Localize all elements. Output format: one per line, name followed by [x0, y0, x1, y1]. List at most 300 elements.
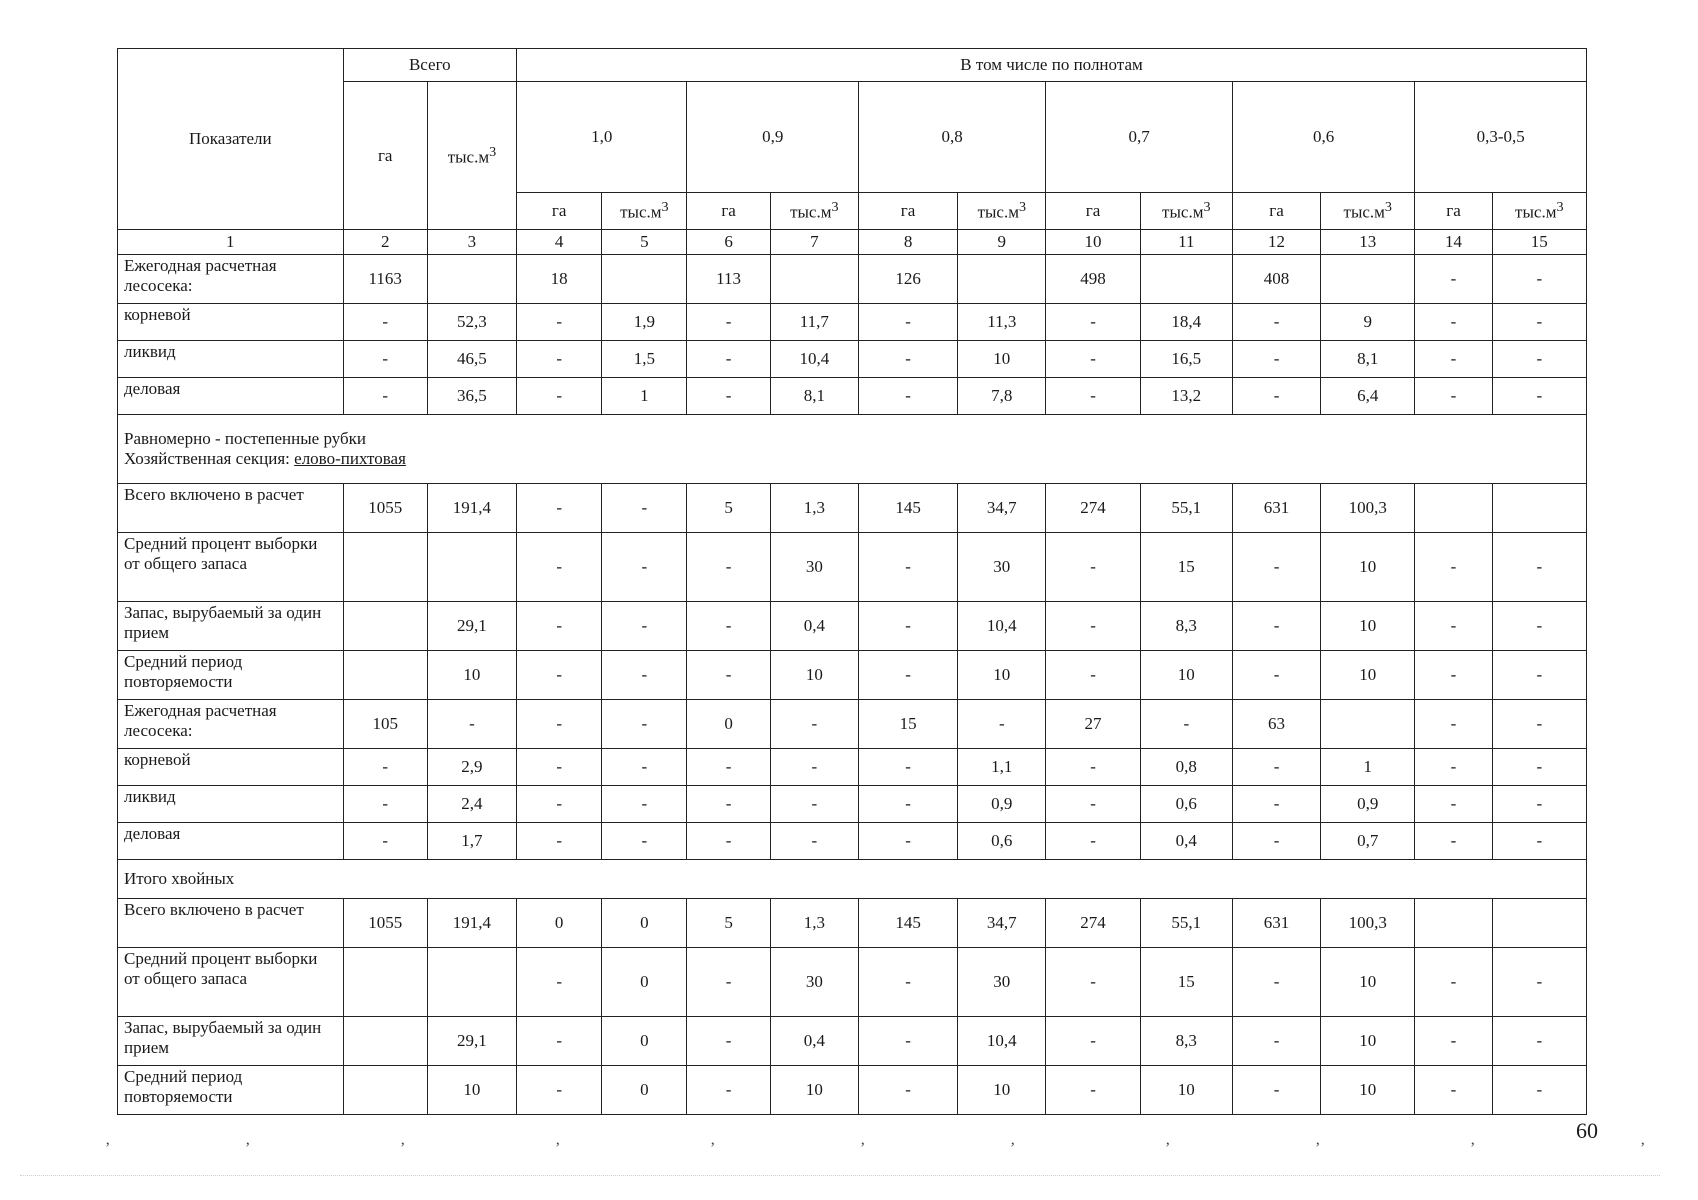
table-cell: - [1415, 341, 1492, 378]
table-cell: 1,5 [602, 341, 687, 378]
table-cell [1492, 899, 1586, 948]
unit-vol-sup: 3 [1203, 199, 1211, 216]
table-cell: 0,4 [770, 1017, 858, 1066]
table-cell: - [517, 1017, 602, 1066]
table-cell: - [517, 378, 602, 415]
table-cell: - [687, 823, 770, 860]
table-cell: - [858, 948, 957, 1017]
table-cell: - [602, 823, 687, 860]
density-header: 0,9 [687, 82, 858, 193]
table-cell: - [858, 749, 957, 786]
header-row-1 [118, 49, 1587, 82]
table-body [118, 49, 1587, 1115]
table-cell: - [343, 304, 427, 341]
table-cell: 1163 [343, 255, 427, 304]
table-cell: 9 [1321, 304, 1415, 341]
table-cell: 10 [958, 651, 1046, 700]
table-cell: - [1492, 341, 1586, 378]
section-cutting-type [118, 415, 1587, 484]
unit-vol-sup: 3 [1384, 199, 1392, 216]
unit-ha-header: га [1046, 193, 1140, 230]
table-cell: - [858, 378, 957, 415]
table-row [118, 304, 1587, 341]
column-number: 6 [687, 230, 770, 255]
table-cell: 105 [343, 700, 427, 749]
table-cell: - [1232, 786, 1320, 823]
table-cell: - [602, 602, 687, 651]
table-cell: - [1492, 749, 1586, 786]
table-row [118, 700, 1587, 749]
table-cell: - [858, 651, 957, 700]
table-cell: - [1492, 700, 1586, 749]
table-cell: 1055 [343, 899, 427, 948]
table-cell: 8,3 [1140, 1017, 1232, 1066]
table-cell: 11,7 [770, 304, 858, 341]
unit-vol-text: тыс.м [1162, 203, 1204, 223]
row-label: корневой [118, 304, 344, 341]
density-header: 0,3-0,5 [1415, 82, 1587, 193]
table-cell: - [343, 823, 427, 860]
table-cell [1321, 700, 1415, 749]
table-cell: 0 [602, 899, 687, 948]
table-cell: - [1415, 1017, 1492, 1066]
density-header: 1,0 [517, 82, 687, 193]
table-cell: 1,3 [770, 899, 858, 948]
table-cell: 0 [687, 700, 770, 749]
row-label: Запас, вырубаемый за один прием [118, 602, 344, 651]
unit-vol-header [958, 193, 1046, 230]
table-cell: 1,1 [958, 749, 1046, 786]
table-cell: - [687, 749, 770, 786]
by-density-header: В том числе по полнотам [517, 49, 1587, 82]
table-cell: - [1232, 533, 1320, 602]
table-cell: - [602, 484, 687, 533]
table-cell [343, 602, 427, 651]
table-cell: - [602, 749, 687, 786]
column-number: 15 [1492, 230, 1586, 255]
table-cell: - [687, 533, 770, 602]
row-label: Запас, вырубаемый за один прием [118, 1017, 344, 1066]
table-cell: - [1492, 378, 1586, 415]
table-cell: - [687, 1066, 770, 1115]
table-cell: 0 [602, 1066, 687, 1115]
table-cell: 46,5 [427, 341, 516, 378]
column-number-row [118, 230, 1587, 255]
table-cell: - [1415, 378, 1492, 415]
column-number: 14 [1415, 230, 1492, 255]
table-cell: 126 [858, 255, 957, 304]
row-label: ликвид [118, 341, 344, 378]
unit-ha-header: га [858, 193, 957, 230]
table-cell: - [687, 602, 770, 651]
table-cell: - [687, 651, 770, 700]
table-cell: 10 [1321, 1066, 1415, 1115]
table-cell: - [770, 786, 858, 823]
table-cell: - [1492, 948, 1586, 1017]
table-cell [958, 255, 1046, 304]
table-row [118, 378, 1587, 415]
table-cell: 0 [602, 948, 687, 1017]
table-cell [427, 948, 516, 1017]
table-cell: - [1232, 602, 1320, 651]
table-cell: 0 [517, 899, 602, 948]
table-cell: 8,1 [770, 378, 858, 415]
table-cell: 34,7 [958, 484, 1046, 533]
column-number: 11 [1140, 230, 1232, 255]
section-row [118, 415, 1587, 484]
table-cell: 10 [1321, 1017, 1415, 1066]
column-number: 13 [1321, 230, 1415, 255]
unit-vol-sup: 3 [831, 199, 839, 216]
indicators-header: Показатели [118, 49, 344, 230]
table-cell: 0,6 [1140, 786, 1232, 823]
table-cell: 1 [1321, 749, 1415, 786]
table-cell: 0,9 [1321, 786, 1415, 823]
table-cell: 274 [1046, 484, 1140, 533]
table-cell: 408 [1232, 255, 1320, 304]
table-row [118, 786, 1587, 823]
table-cell: - [517, 786, 602, 823]
table-cell: 0,9 [958, 786, 1046, 823]
table-cell: - [1492, 823, 1586, 860]
row-label: Ежегодная расчетная лесосека: [118, 700, 344, 749]
table-cell: - [1232, 749, 1320, 786]
total-vol-header [427, 82, 516, 230]
unit-ha-header: га [517, 193, 602, 230]
table-cell: - [1492, 602, 1586, 651]
table-row [118, 948, 1587, 1017]
table-cell: 6,4 [1321, 378, 1415, 415]
row-label: корневой [118, 749, 344, 786]
unit-vol-header [1321, 193, 1415, 230]
table-cell: 15 [1140, 533, 1232, 602]
column-number: 3 [427, 230, 516, 255]
column-number: 2 [343, 230, 427, 255]
density-header: 0,7 [1046, 82, 1232, 193]
table-cell: - [1046, 602, 1140, 651]
table-cell: - [517, 749, 602, 786]
table-cell: - [1492, 1017, 1586, 1066]
table-cell: 145 [858, 484, 957, 533]
table-cell: - [1232, 823, 1320, 860]
table-cell: 10 [1321, 948, 1415, 1017]
table-cell: 16,5 [1140, 341, 1232, 378]
table-cell: 191,4 [427, 899, 516, 948]
table-cell: - [343, 749, 427, 786]
table-cell [343, 1017, 427, 1066]
table-cell: - [1140, 700, 1232, 749]
table-cell: - [1046, 341, 1140, 378]
page-number: 60 [1576, 1118, 1598, 1143]
table-cell: - [343, 786, 427, 823]
unit-vol-text: тыс.м [977, 203, 1019, 223]
table-cell [1492, 484, 1586, 533]
table-cell: 191,4 [427, 484, 516, 533]
table-row [118, 823, 1587, 860]
table-cell [427, 533, 516, 602]
table-cell: 30 [770, 533, 858, 602]
table-cell: 63 [1232, 700, 1320, 749]
column-number: 1 [118, 230, 344, 255]
unit-ha-header: га [1232, 193, 1320, 230]
table-row [118, 484, 1587, 533]
table-cell: - [687, 378, 770, 415]
table-cell: - [1492, 1066, 1586, 1115]
table-cell: - [1046, 378, 1140, 415]
table-cell [343, 651, 427, 700]
table-cell: 10 [958, 1066, 1046, 1115]
table-cell: - [517, 341, 602, 378]
column-number: 4 [517, 230, 602, 255]
row-label: Средний период повторяемости [118, 1066, 344, 1115]
table-row [118, 1066, 1587, 1115]
row-label: Всего включено в расчет [118, 484, 344, 533]
table-cell: - [602, 651, 687, 700]
table-cell: - [1046, 1066, 1140, 1115]
table-cell: - [1415, 749, 1492, 786]
table-cell: 631 [1232, 899, 1320, 948]
table-cell: - [687, 1017, 770, 1066]
table-cell: 0,6 [958, 823, 1046, 860]
row-label: Всего включено в расчет [118, 899, 344, 948]
table-cell: 10 [1140, 651, 1232, 700]
table-cell: 10 [1321, 602, 1415, 651]
table-cell: 10 [1140, 1066, 1232, 1115]
table-cell: - [1232, 651, 1320, 700]
table-cell: 0,8 [1140, 749, 1232, 786]
table-cell: 36,5 [427, 378, 516, 415]
unit-vol-text: тыс.м [620, 203, 662, 223]
column-number: 5 [602, 230, 687, 255]
table-cell: 8,1 [1321, 341, 1415, 378]
table-cell: - [858, 602, 957, 651]
table-cell: 10 [1321, 533, 1415, 602]
table-cell: 100,3 [1321, 899, 1415, 948]
total-ha-header: га [343, 82, 427, 230]
table-cell: 10 [427, 1066, 516, 1115]
table-cell: 13,2 [1140, 378, 1232, 415]
table-cell: - [517, 304, 602, 341]
table-cell: 29,1 [427, 602, 516, 651]
table-row [118, 602, 1587, 651]
table-cell: - [1415, 533, 1492, 602]
table-cell: - [1046, 1017, 1140, 1066]
table-cell: 11,3 [958, 304, 1046, 341]
table-cell: - [1415, 304, 1492, 341]
table-cell: 2,4 [427, 786, 516, 823]
unit-vol-sup: 3 [1556, 199, 1564, 216]
table-cell: - [858, 533, 957, 602]
unit-vol-text: тыс.м [790, 203, 832, 223]
table-cell: - [517, 823, 602, 860]
table-row [118, 1017, 1587, 1066]
table-cell: 30 [770, 948, 858, 1017]
row-label: Средний период повторяемости [118, 651, 344, 700]
table-cell: 498 [1046, 255, 1140, 304]
table-cell: - [1492, 786, 1586, 823]
table-row [118, 533, 1587, 602]
table-cell: 10 [770, 1066, 858, 1115]
table-cell: - [427, 700, 516, 749]
table-cell: 1,7 [427, 823, 516, 860]
row-label: деловая [118, 823, 344, 860]
table-cell: - [1232, 378, 1320, 415]
table-cell: - [687, 948, 770, 1017]
table-cell: - [1492, 651, 1586, 700]
table-row [118, 341, 1587, 378]
row-label: деловая [118, 378, 344, 415]
table-cell [343, 1066, 427, 1115]
table-cell: 30 [958, 533, 1046, 602]
table-cell: - [1046, 786, 1140, 823]
table-cell: - [858, 341, 957, 378]
table-cell: - [687, 786, 770, 823]
table-row [118, 749, 1587, 786]
table-cell: 2,9 [427, 749, 516, 786]
table-cell: - [858, 1066, 957, 1115]
table-cell: - [1492, 304, 1586, 341]
table-cell: 10 [958, 341, 1046, 378]
table-cell: 8,3 [1140, 602, 1232, 651]
section-subtitle [124, 449, 1580, 469]
table-cell: - [517, 1066, 602, 1115]
table-cell: - [517, 484, 602, 533]
table-cell: - [770, 749, 858, 786]
density-header: 0,6 [1232, 82, 1414, 193]
table-cell: 10 [770, 651, 858, 700]
unit-ha-header: га [1415, 193, 1492, 230]
column-number: 8 [858, 230, 957, 255]
table-cell: - [1232, 1017, 1320, 1066]
table-cell: 1,9 [602, 304, 687, 341]
table-cell: 55,1 [1140, 484, 1232, 533]
table-cell: 18,4 [1140, 304, 1232, 341]
scan-artifacts: ’ ’ ’ ’ ’ ’ ’ ’ ’ ’ ’ [105, 1140, 1646, 1157]
table-cell [1415, 484, 1492, 533]
table-cell: 0,4 [1140, 823, 1232, 860]
table-cell [602, 255, 687, 304]
table-cell: 100,3 [1321, 484, 1415, 533]
table-cell: - [858, 1017, 957, 1066]
section-title: Равномерно - постепенные рубки [124, 429, 367, 449]
column-number: 12 [1232, 230, 1320, 255]
table-cell: - [517, 948, 602, 1017]
table-cell: - [517, 700, 602, 749]
table-cell [1415, 899, 1492, 948]
table-cell: - [1415, 602, 1492, 651]
unit-vol-header [1492, 193, 1586, 230]
table-cell: 52,3 [427, 304, 516, 341]
table-cell: 1 [602, 378, 687, 415]
table-cell: - [1232, 304, 1320, 341]
total-header: Всего [343, 49, 516, 82]
section-total-conifers: Итого хвойных [118, 860, 1587, 899]
row-label: Ежегодная расчетная лесосека: [118, 255, 344, 304]
unit-vol-text: тыс.м [447, 147, 490, 167]
table-cell [1321, 255, 1415, 304]
table-cell [770, 255, 858, 304]
table-cell: 145 [858, 899, 957, 948]
table-cell: - [1046, 749, 1140, 786]
column-number: 10 [1046, 230, 1140, 255]
row-label: Средний процент выборки от общего запаса [118, 948, 344, 1017]
table-cell: - [1232, 1066, 1320, 1115]
section-subtitle-prefix: Хозяйственная секция: [124, 449, 295, 468]
table-cell: - [858, 823, 957, 860]
density-header: 0,8 [858, 82, 1045, 193]
table-cell: - [1046, 823, 1140, 860]
column-number: 7 [770, 230, 858, 255]
table-cell: - [858, 304, 957, 341]
table-cell: - [1046, 651, 1140, 700]
table-cell: 0 [602, 1017, 687, 1066]
table-cell: - [1415, 700, 1492, 749]
table-cell: 0,7 [1321, 823, 1415, 860]
column-number: 9 [958, 230, 1046, 255]
table-cell: 27 [1046, 700, 1140, 749]
table-cell: - [770, 823, 858, 860]
unit-vol-text: тыс.м [1515, 203, 1557, 223]
table-cell [343, 948, 427, 1017]
unit-ha-header: га [687, 193, 770, 230]
table-cell: 10 [427, 651, 516, 700]
unit-vol-header [602, 193, 687, 230]
table-cell: - [1415, 948, 1492, 1017]
table-cell: 30 [958, 948, 1046, 1017]
forest-cutting-table [117, 48, 1587, 1115]
table-cell: 15 [1140, 948, 1232, 1017]
table-cell: - [1046, 533, 1140, 602]
table-cell: 1,3 [770, 484, 858, 533]
section-row [118, 860, 1587, 899]
table-cell: 10,4 [958, 1017, 1046, 1066]
unit-vol-text: тыс.м [1343, 203, 1385, 223]
table-cell: - [958, 700, 1046, 749]
table-cell: 7,8 [958, 378, 1046, 415]
unit-vol-sup: 3 [489, 143, 497, 160]
table-cell: - [858, 786, 957, 823]
table-cell: 631 [1232, 484, 1320, 533]
table-cell: 113 [687, 255, 770, 304]
unit-vol-header [770, 193, 858, 230]
table-cell: - [602, 700, 687, 749]
table-cell: - [1046, 304, 1140, 341]
table-cell: - [1046, 948, 1140, 1017]
table-cell: - [343, 378, 427, 415]
unit-vol-header [1140, 193, 1232, 230]
scan-line [20, 1175, 1660, 1177]
table-cell: - [1492, 255, 1586, 304]
table-cell: - [1415, 255, 1492, 304]
table-cell: 5 [687, 484, 770, 533]
table-cell [343, 533, 427, 602]
table-row [118, 651, 1587, 700]
table-cell: 1055 [343, 484, 427, 533]
table-cell: - [343, 341, 427, 378]
row-label: ликвид [118, 786, 344, 823]
table-row [118, 899, 1587, 948]
table-cell: - [1232, 948, 1320, 1017]
table-cell: - [517, 533, 602, 602]
table-cell: - [1415, 823, 1492, 860]
table-cell: - [1415, 786, 1492, 823]
table-cell [1140, 255, 1232, 304]
table-cell: - [687, 341, 770, 378]
table-cell: 55,1 [1140, 899, 1232, 948]
table-row [118, 255, 1587, 304]
table-cell: 29,1 [427, 1017, 516, 1066]
table-cell: - [1232, 341, 1320, 378]
